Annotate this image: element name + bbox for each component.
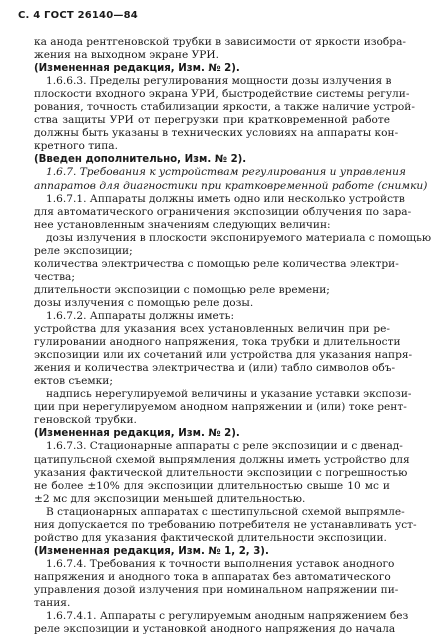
text-line: реле экспозиции; xyxy=(34,244,133,257)
clause-1-6-6-3: 1.6.6.3. Пределы регулирования мощности дозы излучения в xyxy=(46,75,392,88)
list-item: устройства для указания всех установленных величин при ре- xyxy=(34,323,390,336)
clause-1-6-7-2: 1.6.7.2. Аппараты должны иметь: xyxy=(46,309,235,322)
clause-1-6-7-1: 1.6.7.1. Аппараты должны иметь одно или несколько устройств xyxy=(46,192,405,205)
clause-1-6-7-3: 1.6.7.3. Стационарные аппараты с реле экспозиции и с двенад- xyxy=(46,440,403,453)
list-item: надпись нерегулируемой величины и указание уставки экспози- xyxy=(46,388,412,401)
list-item: дозы излучения с помощью реле дозы. xyxy=(34,296,254,309)
text-line: плоскости входного экрана УРИ, быстродействие системы регули- xyxy=(34,88,410,101)
text-line: цатипульсной схемой выпрямления должны иметь устройство для xyxy=(34,453,410,466)
text-line: гулировании анодного напряжения, тока трубки и длительности xyxy=(34,336,401,349)
text-line: ства защиты УРИ от перегрузки при кратковременной работе xyxy=(34,114,390,127)
text-line: чества; xyxy=(34,270,75,283)
text-line: кретного типа. xyxy=(34,140,118,153)
text-line: рования, точность стабилизации яркости, а также наличие устрой- xyxy=(34,101,415,114)
text-line: ройство для указания фактической длительности экспозиции. xyxy=(34,531,387,544)
text-line: В стационарных аппаратах с шестипульсной схемой выпрямле- xyxy=(46,505,405,518)
text-line: ектов съемки; xyxy=(34,375,113,388)
text-line: для автоматического ограничения экспозиции облучения по зара- xyxy=(34,205,412,218)
text-line: жения на выходном экране УРИ. xyxy=(34,49,219,62)
list-item: дозы излучения в плоскости экспонируемого материала с помощью xyxy=(46,231,431,244)
text-line: управления дозой излучения при номинальном напряжении пи- xyxy=(34,583,399,596)
text-line: не более ±10% для экспозиции длительностью свыше 10 мс и xyxy=(34,479,390,492)
text-line: ния допускается по требованию потребителя не устанавливать уст- xyxy=(34,518,417,531)
amendment-note: (Измененная редакция, Изм. № 2). xyxy=(34,63,240,75)
clause-1-6-7-4-1: 1.6.7.4.1. Аппараты с регулируемым анодным напряжением без xyxy=(46,610,409,623)
document-body xyxy=(34,36,431,636)
section-heading-1-6-7: 1.6.7. Требования к устройствам регулирования и управления xyxy=(46,166,406,179)
text-line: должны быть указаны в технических условиях на аппараты кон- xyxy=(34,127,399,140)
page-header: С. 4 ГОСТ 26140—84 xyxy=(18,10,138,21)
amendment-note: (Измененная редакция, Изм. № 2). xyxy=(34,428,240,440)
text-line: тания. xyxy=(34,597,71,610)
list-item: количества электричества с помощью реле количества электри- xyxy=(34,257,399,270)
amendment-note: (Введен дополнительно, Изм. № 2). xyxy=(34,154,247,166)
text-line: ±2 мс для экспозиции меньшей длительностью. xyxy=(34,492,306,505)
text-line: ка анода рентгеновской трубки в зависимости от яркости изобра- xyxy=(34,36,406,48)
text-line: нее установленным значениям следующих величин: xyxy=(34,218,331,231)
text-line: ции при нерегулируемом анодном напряжении и (или) токе рент- xyxy=(34,401,407,414)
section-heading-1-6-7: аппаратов для диагностики при кратковременной работе (снимки) xyxy=(34,179,428,192)
text-line: напряжения и анодного тока в аппаратах без автоматического xyxy=(34,570,391,583)
text-line: жения и количества электричества и (или) табло символов объ- xyxy=(34,362,396,375)
text-line: геновской трубки. xyxy=(34,414,137,427)
text-line: экспозиции или их сочетаний или устройства для указания напря- xyxy=(34,349,413,362)
clause-1-6-7-4: 1.6.7.4. Требования к точности выполнения уставок анодного xyxy=(46,557,395,570)
list-item: длительности экспозиции с помощью реле времени; xyxy=(34,283,330,296)
amendment-note: (Измененная редакция, Изм. № 1, 2, 3). xyxy=(34,545,269,557)
text-line: реле экспозиции и установкой анодного напряжения до начала xyxy=(34,623,396,636)
text-line: указания фактической длительности экспозиции с погрешностью xyxy=(34,466,408,479)
